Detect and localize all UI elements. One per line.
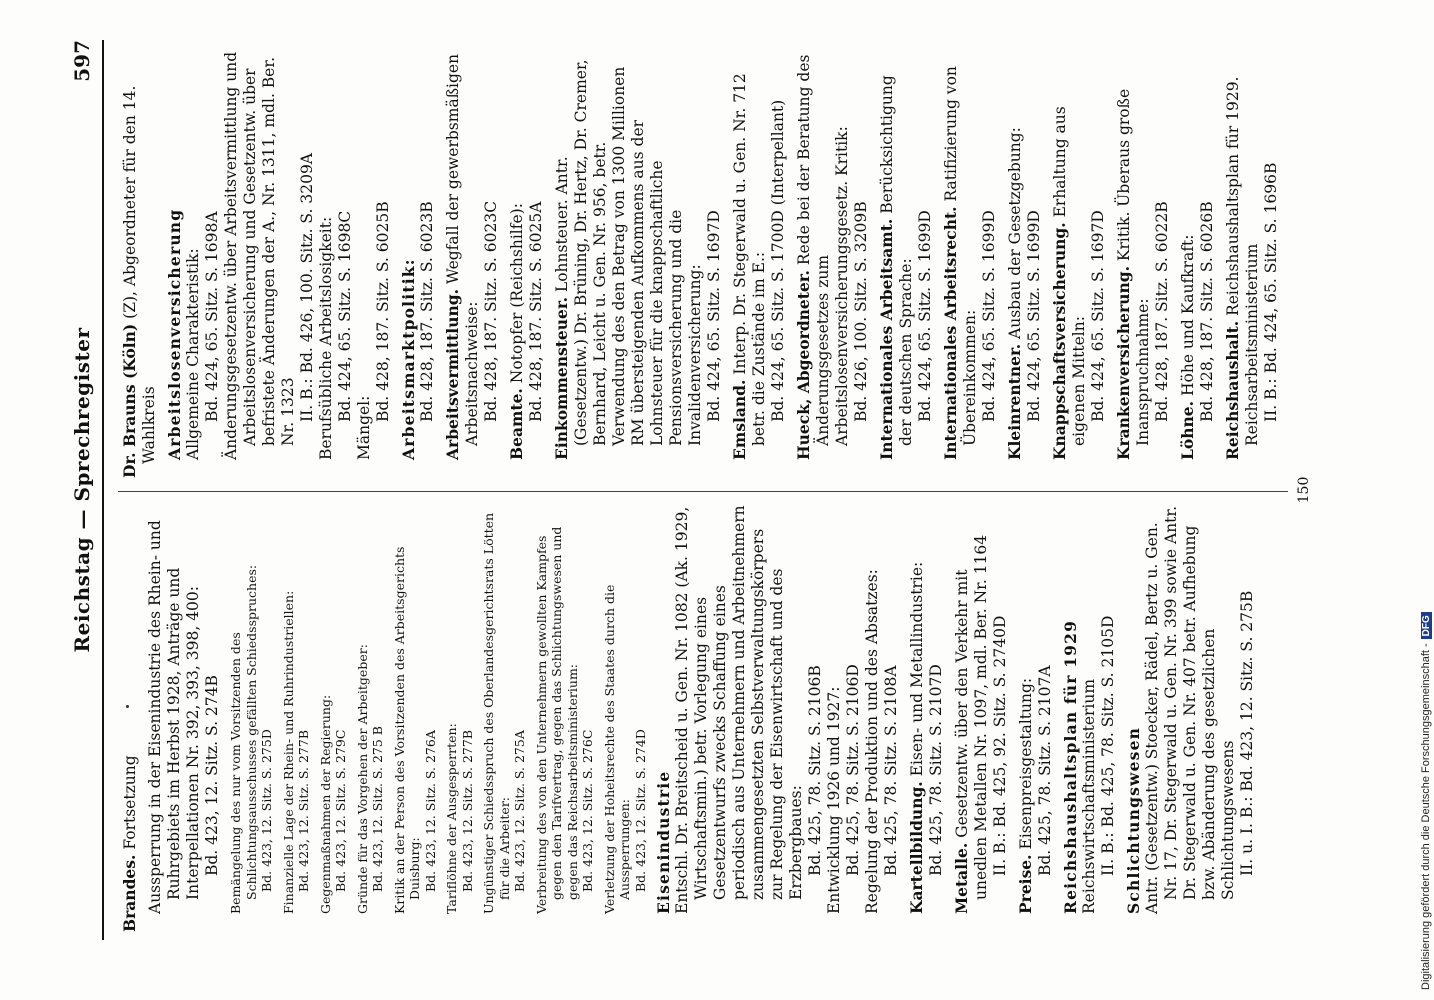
digitization-credit [1420, 0, 1434, 990]
keyword: Reichshaushalt. [1223, 320, 1242, 460]
subentry-text: Bemängelung des nur vom Vorsitzenden des Schlichtungsausschusses gefällten Schiedsspruches: [228, 564, 259, 914]
entry-reference: Bd. 428, 187. Sitz. S. 6022B [1153, 201, 1171, 422]
subentry-reference: Bd. 423, 12. Sitz. S. 277B [296, 729, 311, 892]
entry-reference: II. B.: Bd. 425, 92. Sitz. S. 2740D [991, 615, 1009, 876]
header-page-number: 597 [70, 40, 94, 82]
entry-reference: Bd. 425, 78. Sitz. S. 2106B [806, 665, 824, 876]
keyword: Internationales Arbeitsamt. [877, 218, 896, 460]
subentry-reference: Bd. 423, 12. Sitz. S. 274D [632, 729, 648, 892]
entry-text: Notopfer (Reichshilfe): [508, 203, 526, 384]
entry-reference: Bd. 423, 12. Sitz. S. 274B [203, 675, 221, 876]
header-title: Reichstag — Sprechregister [70, 327, 94, 653]
entry-reference: II. u. I. B.: Bd. 423, 12. Sitz. S. 275B [1238, 590, 1256, 876]
entry-text: Regelung der Produktion und des Absatzes: [863, 569, 881, 914]
entry-reference: Bd. 428, 187. Sitz. S. 6025A [527, 201, 545, 422]
keyword: Kleinrentner. [1005, 343, 1024, 460]
entry-text: Aussperrung in der Eisenindustrie des Rhein- und Ruhrgebiets im Herbst 1928, Anträge und Interpellationen Nr. 392, 393, 398, 400: [146, 520, 202, 914]
subentry-reference: Bd. 423, 12. Sitz. S. 277B [459, 729, 475, 892]
entry-text: Gesetzentw. über den Verkehr mit unedlen Metallen Nr. 1097, mdl. Ber. Nr. 1164 [953, 534, 990, 900]
entry-reference: Bd. 425, 78. Sitz. S. 2106D [844, 664, 862, 876]
subentry-reference: Bd. 423, 12. Sitz. S. 279C [333, 729, 348, 892]
entry-text: Mängel: [355, 395, 373, 460]
speaker-entry [120, 502, 140, 932]
right-column [120, 48, 1281, 478]
keyword-entry [552, 48, 705, 478]
entry-text: Lohnsteuer. Antr. (Gesetzentw.) Dr. Brüning, Dr. Hertz, Dr. Cremer, Bernhard, Leicht u. Gen. Nr. 956, betr. Verwendung des den Betrag von 1300 Millionen RM übersteigenden Aufkommens aus der Lohnsteuer für die knappschaftliche Pensionsversicherung und die Invalidenversicherung: [553, 59, 704, 446]
register-page [60, 40, 1310, 940]
keyword: Krankenversicherung. [1114, 266, 1133, 460]
subentry-reference: Bd. 423, 12. Sitz. S. 276A [422, 730, 438, 892]
entry-text: Eisen- und Metallindustrie: [908, 561, 926, 777]
speaker-entry [120, 48, 159, 478]
subentry-text: Gründe für das Vorgehen der Arbeitgeber: [354, 644, 370, 914]
subentry-text: Verletzung der Hoheitsrechte des Staates durch die Aussperrungen: [601, 584, 632, 914]
section-heading: Arbeitslosenversicherung [165, 208, 184, 460]
entry-reference: Bd. 424, 65. Sitz. S. 1698A [203, 211, 221, 422]
entry-text: Berücksichtigung der deutschen Sprache: [878, 75, 915, 446]
entry-reference: Bd. 428, 187. Sitz. S. 6025B [374, 201, 392, 422]
subentry-text: Finanzielle Lage der Rhein- und Ruhrindustriellen: [280, 590, 296, 914]
keyword-entry [1178, 48, 1198, 478]
keyword: Arbeitsvermittlung. [443, 289, 462, 460]
keyword-entry [443, 48, 482, 478]
entry-text: Allgemeine Charakteristik: [184, 248, 202, 460]
subentry-reference: Bd. 423, 12. Sitz. S. 276C [580, 729, 595, 892]
keyword: Löhne. [1178, 400, 1197, 460]
entry-text: Höhe und Kaufkraft: [1179, 234, 1197, 397]
keyword: Emsland. [730, 379, 749, 460]
credit-text: Digitalisierung gefördert durch die Deutsche Forschungsgemeinschaft - [1420, 643, 1432, 990]
entry-text: Erhaltung aus eigenen Mitteln: [1051, 106, 1088, 446]
running-head [70, 40, 104, 940]
left-column [120, 502, 1257, 932]
column-divider [118, 491, 1288, 492]
entry-reference: Bd. 424, 65. Sitz. S. 1700D (Interpellant) [769, 99, 787, 422]
entry-reference: Bd. 425, 78. Sitz. S. 2108A [882, 665, 900, 876]
entry-reference: Bd. 425, 78. Sitz. S. 2107D [927, 664, 945, 876]
entry-reference: Bd. 424, 65. Sitz. S. 1699D [1025, 210, 1043, 422]
entry-text: Eisenpreisgestaltung: [1017, 677, 1035, 850]
section-heading: Eisenindustrie [654, 770, 673, 914]
keyword-entry [907, 502, 927, 932]
keyword: Einkommensteuer. [552, 297, 571, 460]
footer-number: 150 [1296, 476, 1312, 504]
subentry-reference: Bd. 423, 12. Sitz. S. 275A [512, 730, 527, 892]
keyword: Hueck, Abgeordneter. [794, 270, 813, 460]
keyword: Preise. [1016, 854, 1035, 914]
keyword-entry [794, 48, 852, 478]
entry-text: Kritik. Überaus große Inanspruchnahme: [1115, 88, 1152, 446]
keyword: Internationales Arbeitsrecht. [941, 206, 960, 460]
entry-reference: II. B.: Bd. 425, 78. Sitz. S. 2105D [1099, 615, 1117, 876]
entry-reference: Bd. 424, 65. Sitz. S. 1697D [705, 210, 723, 422]
subentry-text: Ungünstiger Schiedsspruch des Oberlandesgerichtsrats Lötten für die Arbeiter: [481, 512, 512, 914]
dfg-logo: DFG [1421, 612, 1432, 639]
section-heading: Reichshaushaltsplan für 1929 [1061, 619, 1080, 914]
entry-reference: Bd. 428, 187. Sitz. S. 6026B [1198, 201, 1216, 422]
keyword: Kartellbildung. [907, 781, 926, 914]
speaker-name: Dr. Brauns (Köln) [120, 323, 139, 478]
entry-reference: Bd. 428, 187. Sitz. S. 6023C [482, 200, 500, 422]
entry-reference: Bd. 425, 78. Sitz. S. 2107A [1036, 665, 1054, 876]
entry-text: Antr. (Gesetzentw.) Stoecker, Rädel, Bertz u. Gen. Nr. 17, Dr. Stegerwald u. Gen. Nr. 399 sowie Antr. Dr. Stegerwald u. Gen. Nr. 407 betr. Aufhebung bzw. Abänderung des gesetzlichen Schlichtungswesens [1143, 505, 1237, 914]
entry-text: Reichshaushaltsplan für 1929. Reichsarbeitsministerium [1224, 76, 1261, 446]
keyword-entry [952, 502, 991, 932]
entry-text: Rede bei der Beratung des Änderungsgesetzes zum Arbeitslosenversicherungsgesetz. Kritik: [795, 54, 851, 446]
keyword-entry [1016, 502, 1036, 932]
keyword-entry [1114, 48, 1153, 478]
keyword-entry [941, 48, 980, 478]
keyword: Metalle. [952, 842, 971, 914]
keyword-entry [730, 48, 769, 478]
entry-text: Interp. Dr. Stegerwald u. Gen. Nr. 712 betr. die Zustände im E.: [731, 73, 768, 446]
keyword-entry [1005, 48, 1025, 478]
entry-reference: Bd. 424, 65. Sitz. S. 1698C [336, 210, 354, 422]
subentry-text: Kritik an der Person des Vorsitzenden des Arbeitsgerichts Duisburg: [391, 546, 422, 914]
entry-text: Berufsübliche Arbeitslosigkeit: [317, 216, 335, 460]
keyword-entry [507, 48, 527, 478]
subentry-reference: Bd. 423, 12. Sitz. S. 275 B [370, 726, 385, 892]
subentry-reference: Bd. 423, 12. Sitz. S. 275D [259, 729, 274, 892]
entry-reference: Bd. 424, 65. Sitz. S. 1699D [980, 210, 998, 422]
entry-reference: II. B.: Bd. 426, 100. Sitz. S. 3209A [298, 153, 316, 422]
entry-text: Änderungsgesetzentw. über Arbeitsvermittlung und Arbeitslosenversicherung und Gesetzentw. über befristete Änderungen der A., Nr. 1311, mdl. Ber. Nr. 1323 [222, 51, 297, 460]
keyword-entry [1050, 48, 1089, 478]
subentry-text: Verbreitung des von den Unternehmern gewollten Kampfes gegen den Tarifvertrag, gegen das Schlichtungswesen und gegen das Reichsarbeitsministerium: [533, 526, 580, 914]
speaker-intro: (Z), Abgeordneter für den 14. Wahlkreis [121, 85, 158, 464]
entry-text: Entschl. Dr. Breitscheid u. Gen. Nr. 1082 (Ak. 1929, Wirtschaftsmin.) betr. Vorlegung eines Gesetzentwurfs zwecks Schaffung eines periodisch aus Unternehmern und Arbeitnehmern zusammengesetzten Selbstverwaltungskörpers zur Regelung der Eisenwirtschaft und des Erzbergbaues: [673, 505, 805, 914]
subentry-text: Tariflöhne der Ausgesperrten: [444, 723, 459, 914]
keyword: Knappschaftsversicherung. [1050, 222, 1069, 460]
entry-text: Reichswirtschaftsministerium [1080, 678, 1098, 914]
entry-reference: Bd. 428, 187. Sitz. S. 6023B [418, 201, 436, 422]
entry-text: Ratifizierung von Übereinkommen: [942, 66, 979, 446]
entry-reference: Bd. 424, 65. Sitz. S. 1697D [1089, 210, 1107, 422]
keyword-entry [877, 48, 916, 478]
entry-reference: Bd. 426, 100. Sitz. S. 3209B [852, 201, 870, 422]
speaker-name: Brandes. [120, 854, 139, 932]
keyword: Beamte. [507, 388, 526, 460]
section-heading: Schlichtungswesen [1124, 726, 1143, 914]
keyword-entry [1223, 48, 1262, 478]
subentry-text: Gegenmaßnahmen der Regierung: [317, 694, 333, 914]
continuation-label: Fortsetzung [121, 755, 139, 850]
entry-reference: Bd. 424, 65. Sitz. S. 1699D [916, 210, 934, 422]
entry-text: Entwicklung 1926 und 1927: [825, 686, 843, 914]
entry-reference: II. B.: Bd. 424, 65. Sitz. S. 1696B [1262, 162, 1280, 422]
section-heading: Arbeitsmarktpolitik: [399, 258, 418, 460]
entry-text: Ausbau der Gesetzgebung: [1006, 127, 1024, 339]
entry-text: Wegfall der gewerbsmäßigen Arbeitsnachweise: [444, 53, 481, 446]
